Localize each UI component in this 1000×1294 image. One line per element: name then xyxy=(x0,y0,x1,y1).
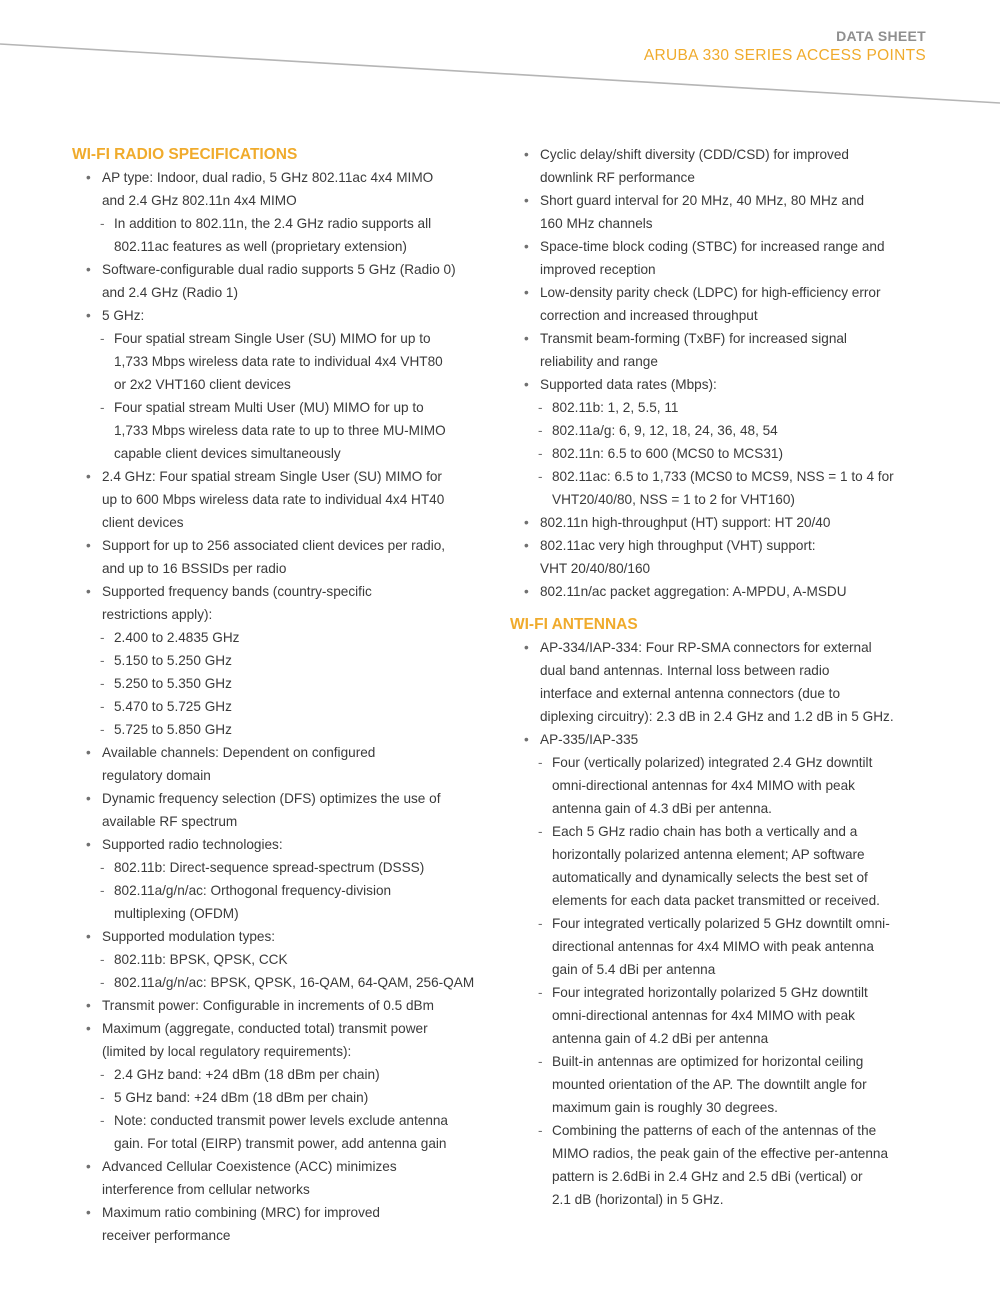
item-text-line: elements for each data packet transmitted or received. xyxy=(552,893,880,908)
bullet-icon: • xyxy=(524,377,529,392)
item-text-line: 802.11b: Direct-sequence spread-spectrum (DSSS) xyxy=(114,860,425,875)
bullet-item xyxy=(72,787,502,833)
bullet-icon: • xyxy=(524,285,529,300)
bullet-item xyxy=(510,580,935,603)
item-text-line: omni-directional antennas for 4x4 MIMO with peak xyxy=(552,778,855,793)
item-text-line: or 2x2 VHT160 client devices xyxy=(114,377,291,392)
sub-item xyxy=(510,912,935,981)
sub-item xyxy=(72,212,502,258)
bullet-item xyxy=(72,304,502,327)
item-text-line: 5.250 to 5.350 GHz xyxy=(114,676,232,691)
dash-icon: - xyxy=(538,1123,543,1138)
sub-item xyxy=(72,672,502,695)
radio-specs-list xyxy=(72,166,502,1247)
sub-item xyxy=(510,465,935,511)
dash-icon: - xyxy=(100,699,105,714)
bullet-item xyxy=(72,1155,502,1201)
dash-icon: - xyxy=(100,952,105,967)
item-text-line: (limited by local regulatory requirements): xyxy=(102,1044,352,1059)
item-text-line: 160 MHz channels xyxy=(540,216,653,231)
item-text-line: Maximum ratio combining (MRC) for improved xyxy=(102,1205,380,1220)
item-text-line: Supported data rates (Mbps): xyxy=(540,377,717,392)
sub-item xyxy=(72,695,502,718)
bullet-icon: • xyxy=(86,929,91,944)
sub-item xyxy=(510,751,935,820)
sub-item xyxy=(72,971,502,994)
item-text-line: Four (vertically polarized) integrated 2.4 GHz downtilt xyxy=(552,755,873,770)
bullet-icon: • xyxy=(524,331,529,346)
item-text-line: Maximum (aggregate, conducted total) transmit power xyxy=(102,1021,428,1036)
item-text-line: Advanced Cellular Coexistence (ACC) minimizes xyxy=(102,1159,397,1174)
item-text-line: capable client devices simultaneously xyxy=(114,446,341,461)
item-text-line: gain of 5.4 dBi per antenna xyxy=(552,962,716,977)
sub-item xyxy=(510,820,935,912)
item-text-line: 5.150 to 5.250 GHz xyxy=(114,653,232,668)
dash-icon: - xyxy=(100,216,105,231)
bullet-item xyxy=(510,327,935,373)
item-text-line: Built-in antennas are optimized for horizontal ceiling xyxy=(552,1054,864,1069)
item-text-line: Software-configurable dual radio supports 5 GHz (Radio 0) xyxy=(102,262,456,277)
item-text-line: Four spatial stream Single User (SU) MIMO for up to xyxy=(114,331,431,346)
dash-icon: - xyxy=(538,423,543,438)
item-text-line: directional antennas for 4x4 MIMO with peak antenna xyxy=(552,939,874,954)
bullet-item xyxy=(510,636,935,728)
item-text-line: Four integrated vertically polarized 5 GHz downtilt omni- xyxy=(552,916,890,931)
item-text-line: 2.4 GHz band: +24 dBm (18 dBm per chain) xyxy=(114,1067,380,1082)
bullet-icon: • xyxy=(86,998,91,1013)
bullet-item xyxy=(510,534,935,580)
dash-icon: - xyxy=(100,1113,105,1128)
item-text-line: available RF spectrum xyxy=(102,814,238,829)
item-text-line: 5.725 to 5.850 GHz xyxy=(114,722,232,737)
item-text-line: Supported frequency bands (country-specific xyxy=(102,584,372,599)
item-text-line: antenna gain of 4.3 dBi per antenna. xyxy=(552,801,772,816)
dash-icon: - xyxy=(100,722,105,737)
item-text-line: 5 GHz: xyxy=(102,308,145,323)
left-column xyxy=(72,143,502,1247)
bullet-item xyxy=(510,143,935,189)
bullet-icon: • xyxy=(524,640,529,655)
bullet-item xyxy=(72,580,502,626)
item-text-line: Available channels: Dependent on configured xyxy=(102,745,376,760)
sub-item xyxy=(510,396,935,419)
item-text-line: 5.470 to 5.725 GHz xyxy=(114,699,232,714)
bullet-icon: • xyxy=(524,515,529,530)
bullet-icon: • xyxy=(86,745,91,760)
dash-icon: - xyxy=(538,469,543,484)
bullet-icon: • xyxy=(86,791,91,806)
bullet-item xyxy=(72,258,502,304)
bullet-icon: • xyxy=(524,239,529,254)
sub-item xyxy=(72,948,502,971)
bullet-item xyxy=(72,833,502,856)
sub-item xyxy=(72,856,502,879)
bullet-item xyxy=(72,1017,502,1063)
item-text-line: 802.11ac features as well (proprietary extension) xyxy=(114,239,407,254)
item-text-line: antenna gain of 4.2 dBi per antenna xyxy=(552,1031,769,1046)
bullet-item xyxy=(72,465,502,534)
item-text-line: Dynamic frequency selection (DFS) optimizes the use of xyxy=(102,791,441,806)
item-text-line: VHT 20/40/80/160 xyxy=(540,561,651,576)
item-text-line: correction and increased throughput xyxy=(540,308,758,323)
bullet-icon: • xyxy=(524,193,529,208)
bullet-icon: • xyxy=(86,170,91,185)
bullet-icon: • xyxy=(524,732,529,747)
dash-icon: - xyxy=(538,824,543,839)
item-text-line: AP-334/IAP-334: Four RP-SMA connectors for external xyxy=(540,640,872,655)
dash-icon: - xyxy=(100,400,105,415)
bullet-item xyxy=(72,534,502,580)
bullet-icon: • xyxy=(86,308,91,323)
item-text-line: AP-335/IAP-335 xyxy=(540,732,639,747)
dash-icon: - xyxy=(100,630,105,645)
sub-item xyxy=(510,981,935,1050)
bullet-item xyxy=(72,1201,502,1247)
item-text-line: Note: conducted transmit power levels exclude antenna xyxy=(114,1113,448,1128)
item-text-line: Support for up to 256 associated client devices per radio, xyxy=(102,538,446,553)
item-text-line: restrictions apply): xyxy=(102,607,213,622)
item-text-line: Each 5 GHz radio chain has both a vertically and a xyxy=(552,824,858,839)
item-text-line: horizontally polarized antenna element; AP software xyxy=(552,847,865,862)
item-text-line: Supported radio technologies: xyxy=(102,837,283,852)
bullet-icon: • xyxy=(524,147,529,162)
sub-item xyxy=(72,626,502,649)
item-text-line: Four spatial stream Multi User (MU) MIMO for up to xyxy=(114,400,424,415)
item-text-line: Transmit power: Configurable in increments of 0.5 dBm xyxy=(102,998,434,1013)
item-text-line: 802.11a/g: 6, 9, 12, 18, 24, 36, 48, 54 xyxy=(552,423,778,438)
bullet-icon: • xyxy=(86,538,91,553)
item-text-line: receiver performance xyxy=(102,1228,231,1243)
bullet-item xyxy=(510,728,935,751)
header-title: DATA SHEET xyxy=(836,28,926,44)
dash-icon: - xyxy=(538,446,543,461)
bullet-item xyxy=(72,925,502,948)
dash-icon: - xyxy=(538,755,543,770)
sub-item xyxy=(510,419,935,442)
bullet-item xyxy=(72,994,502,1017)
item-text-line: Low-density parity check (LDPC) for high-efficiency error xyxy=(540,285,881,300)
item-text-line: 802.11ac very high throughput (VHT) support: xyxy=(540,538,816,553)
bullet-icon: • xyxy=(86,1021,91,1036)
dash-icon: - xyxy=(100,676,105,691)
sub-item xyxy=(72,1109,502,1155)
item-text-line: Four integrated horizontally polarized 5 GHz downtilt xyxy=(552,985,868,1000)
sub-item xyxy=(510,442,935,465)
sub-item xyxy=(72,649,502,672)
item-text-line: Space-time block coding (STBC) for increased range and xyxy=(540,239,885,254)
bullet-icon: • xyxy=(524,584,529,599)
item-text-line: pattern is 2.6dBi in 2.4 GHz and 2.5 dBi (vertical) or xyxy=(552,1169,863,1184)
radio-specs-list-continued xyxy=(510,143,935,603)
bullet-icon: • xyxy=(86,1205,91,1220)
item-text-line: regulatory domain xyxy=(102,768,211,783)
item-text-line: VHT20/40/80, NSS = 1 to 2 for VHT160) xyxy=(552,492,795,507)
dash-icon: - xyxy=(100,653,105,668)
item-text-line: 802.11a/g/n/ac: Orthogonal frequency-division xyxy=(114,883,392,898)
item-text-line: 802.11n high-throughput (HT) support: HT 20/40 xyxy=(540,515,831,530)
dash-icon: - xyxy=(100,860,105,875)
item-text-line: Cyclic delay/shift diversity (CDD/CSD) for improved xyxy=(540,147,849,162)
bullet-icon: • xyxy=(86,1159,91,1174)
item-text-line: 802.11n/ac packet aggregation: A-MPDU, A-MSDU xyxy=(540,584,847,599)
item-text-line: Short guard interval for 20 MHz, 40 MHz, 80 MHz and xyxy=(540,193,865,208)
section-heading-antennas: WI-FI ANTENNAS xyxy=(510,616,638,633)
bullet-item xyxy=(510,189,935,235)
item-text-line: downlink RF performance xyxy=(540,170,695,185)
bullet-icon: • xyxy=(86,469,91,484)
dash-icon: - xyxy=(100,883,105,898)
sub-item xyxy=(510,1119,935,1211)
item-text-line: gain. For total (EIRP) transmit power, add antenna gain xyxy=(114,1136,447,1151)
item-text-line: 2.400 to 2.4835 GHz xyxy=(114,630,240,645)
bullet-icon: • xyxy=(86,584,91,599)
bullet-item xyxy=(510,373,935,396)
item-text-line: multiplexing (OFDM) xyxy=(114,906,239,921)
item-text-line: omni-directional antennas for 4x4 MIMO with peak xyxy=(552,1008,855,1023)
item-text-line: 802.11b: BPSK, QPSK, CCK xyxy=(114,952,288,967)
right-column xyxy=(510,143,935,1211)
sub-item xyxy=(72,718,502,741)
item-text-line: In addition to 802.11n, the 2.4 GHz radio supports all xyxy=(114,216,432,231)
item-text-line: reliability and range xyxy=(540,354,658,369)
section-heading-radio-specs: WI-FI RADIO SPECIFICATIONS xyxy=(72,146,298,163)
item-text-line: maximum gain is roughly 30 degrees. xyxy=(552,1100,778,1115)
dash-icon: - xyxy=(538,985,543,1000)
bullet-item xyxy=(510,235,935,281)
item-text-line: 1,733 Mbps wireless data rate to up to three MU-MIMO xyxy=(114,423,446,438)
bullet-item xyxy=(510,511,935,534)
item-text-line: AP type: Indoor, dual radio, 5 GHz 802.11ac 4x4 MIMO xyxy=(102,170,434,185)
item-text-line: 1,733 Mbps wireless data rate to individual 4x4 VHT80 xyxy=(114,354,443,369)
dash-icon: - xyxy=(100,975,105,990)
header-subtitle: ARUBA 330 SERIES ACCESS POINTS xyxy=(643,47,926,64)
bullet-item xyxy=(72,166,502,212)
item-text-line: interference from cellular networks xyxy=(102,1182,310,1197)
item-text-line: Supported modulation types: xyxy=(102,929,276,944)
item-text-line: 5 GHz band: +24 dBm (18 dBm per chain) xyxy=(114,1090,369,1105)
item-text-line: interface and external antenna connectors (due to xyxy=(540,686,841,701)
sub-item xyxy=(72,1086,502,1109)
item-text-line: and 2.4 GHz (Radio 1) xyxy=(102,285,239,300)
item-text-line: 802.11a/g/n/ac: BPSK, QPSK, 16-QAM, 64-QAM, 256-QAM xyxy=(114,975,475,990)
bullet-item xyxy=(510,281,935,327)
item-text-line: 2.1 dB (horizontal) in 5 GHz. xyxy=(552,1192,724,1207)
sub-item xyxy=(72,327,502,396)
item-text-line: up to 600 Mbps wireless data rate to individual 4x4 HT40 xyxy=(102,492,445,507)
sub-item xyxy=(510,1050,935,1119)
bullet-icon: • xyxy=(524,538,529,553)
bullet-icon: • xyxy=(86,837,91,852)
dash-icon: - xyxy=(100,1090,105,1105)
item-text-line: dual band antennas. Internal loss between radio xyxy=(540,663,830,678)
item-text-line: 802.11n: 6.5 to 600 (MCS0 to MCS31) xyxy=(552,446,783,461)
bullet-item xyxy=(72,741,502,787)
dash-icon: - xyxy=(538,1054,543,1069)
item-text-line: automatically and dynamically selects the best set of xyxy=(552,870,868,885)
dash-icon: - xyxy=(100,1067,105,1082)
item-text-line: diplexing circuitry): 2.3 dB in 2.4 GHz and 1.2 dB in 5 GHz. xyxy=(540,709,894,724)
dash-icon: - xyxy=(538,916,543,931)
item-text-line: mounted orientation of the AP. The downtilt angle for xyxy=(552,1077,867,1092)
sub-item xyxy=(72,1063,502,1086)
item-text-line: Transmit beam-forming (TxBF) for increased signal xyxy=(540,331,847,346)
item-text-line: 2.4 GHz: Four spatial stream Single User (SU) MIMO for xyxy=(102,469,442,484)
item-text-line: 802.11ac: 6.5 to 1,733 (MCS0 to MCS9, NSS = 1 to 4 for xyxy=(552,469,894,484)
item-text-line: Combining the patterns of each of the antennas of the xyxy=(552,1123,877,1138)
sub-item xyxy=(72,879,502,925)
dash-icon: - xyxy=(538,400,543,415)
item-text-line: improved reception xyxy=(540,262,656,277)
sub-item xyxy=(72,396,502,465)
item-text-line: and up to 16 BSSIDs per radio xyxy=(102,561,287,576)
page-header xyxy=(644,27,926,66)
bullet-icon: • xyxy=(86,262,91,277)
item-text-line: 802.11b: 1, 2, 5.5, 11 xyxy=(552,400,679,415)
antennas-list xyxy=(510,636,935,1211)
item-text-line: client devices xyxy=(102,515,184,530)
item-text-line: and 2.4 GHz 802.11n 4x4 MIMO xyxy=(102,193,297,208)
item-text-line: MIMO radios, the peak gain of the effective per-antenna xyxy=(552,1146,889,1161)
dash-icon: - xyxy=(100,331,105,346)
